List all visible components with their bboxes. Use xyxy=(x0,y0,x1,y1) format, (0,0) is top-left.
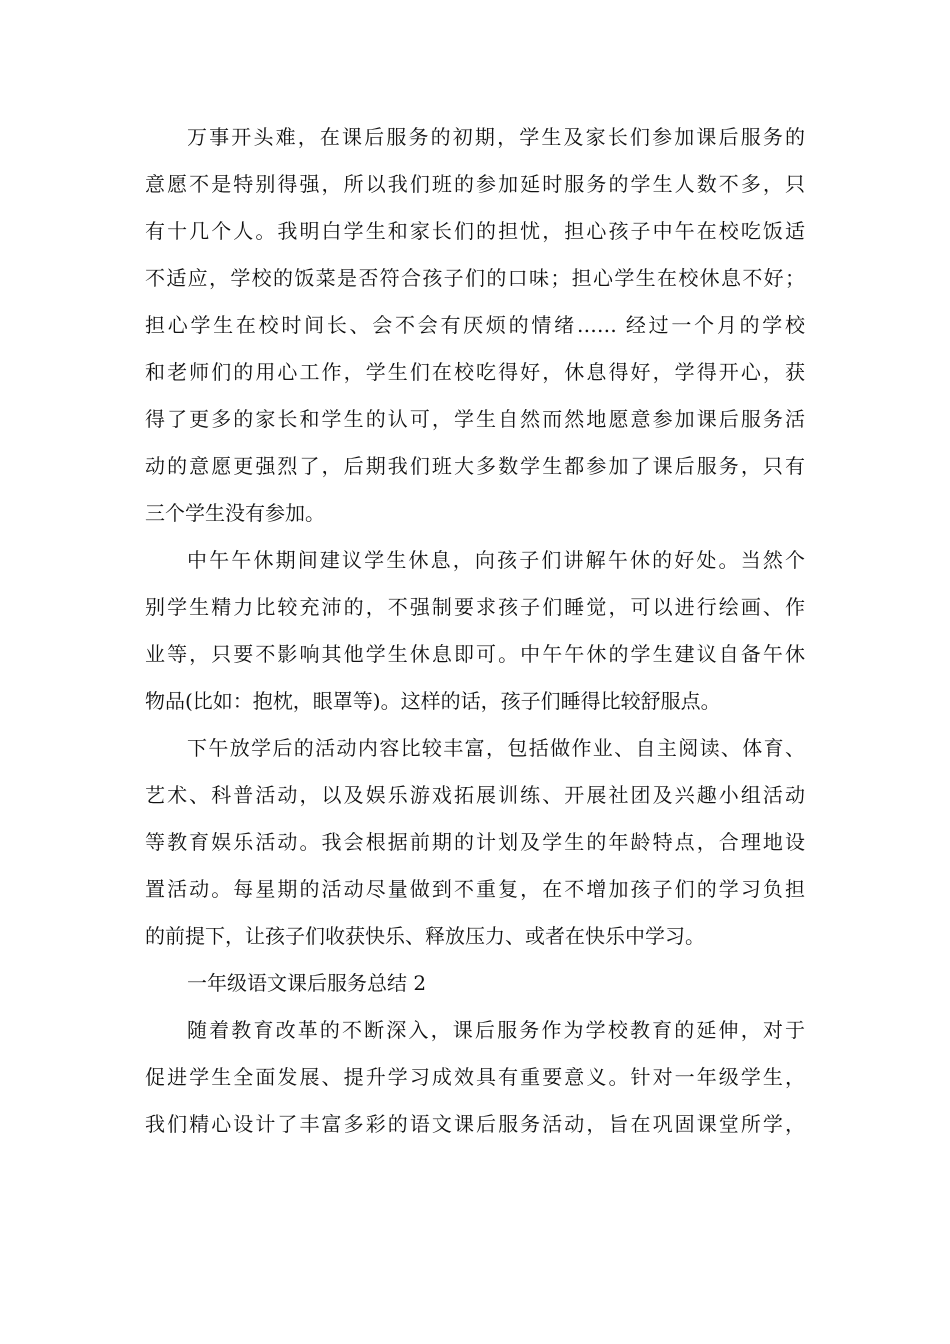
text-line: 置活动。每星期的活动尽量做到不重复，在不增加孩子们的学习负担 xyxy=(145,877,805,901)
text-line: 促进学生全面发展、提升学习成效具有重要意义。针对一年级学生， xyxy=(145,1065,805,1089)
text-line: 别学生精力比较充沛的，不强制要求孩子们睡觉，可以进行绘画、作 xyxy=(145,595,805,619)
text-line: 等教育娱乐活动。我会根据前期的计划及学生的年龄特点，合理地设 xyxy=(145,830,805,854)
text-line: 物品(比如：抱枕，眼罩等)。这样的话，孩子们睡得比较舒服点。 xyxy=(145,689,721,713)
paragraph-3 xyxy=(145,725,805,960)
text-line: 得了更多的家长和学生的认可，学生自然而然地愿意参加课后服务活 xyxy=(145,407,805,431)
heading-line: 一年级语文课后服务总结 2 xyxy=(187,971,427,995)
text-line: 意愿不是特别得强，所以我们班的参加延时服务的学生人数不多，只 xyxy=(145,172,805,196)
text-line: 随着教育改革的不断深入，课后服务作为学校教育的延伸，对于 xyxy=(187,1018,805,1042)
text-line: 动的意愿更强烈了，后期我们班大多数学生都参加了课后服务，只有 xyxy=(145,454,805,478)
paragraph-2 xyxy=(145,537,805,725)
paragraph-4 xyxy=(145,1007,805,1148)
text-line: 艺术、科普活动，以及娱乐游戏拓展训练、开展社团及兴趣小组活动 xyxy=(145,783,805,807)
text-line: 三个学生没有参加。 xyxy=(145,501,325,525)
text-line: 我们精心设计了丰富多彩的语文课后服务活动，旨在巩固课堂所学， xyxy=(145,1112,805,1136)
document-body xyxy=(145,114,805,1148)
text-line: 下午放学后的活动内容比较丰富，包括做作业、自主阅读、体育、 xyxy=(187,736,805,760)
text-line: 中午午休期间建议学生休息，向孩子们讲解午休的好处。当然个 xyxy=(187,548,805,572)
text-line: 的前提下，让孩子们收获快乐、释放压力、或者在快乐中学习。 xyxy=(145,924,705,948)
text-line: 不适应，学校的饭菜是否符合孩子们的口味；担心学生在校休息不好； xyxy=(145,266,805,290)
paragraph-1 xyxy=(145,114,805,537)
section-heading xyxy=(145,960,805,1007)
text-line: 业等，只要不影响其他学生休息即可。中午午休的学生建议自备午休 xyxy=(145,642,805,666)
text-line: 万事开头难，在课后服务的初期，学生及家长们参加课后服务的 xyxy=(187,125,805,149)
text-line: 有十几个人。我明白学生和家长们的担忧，担心孩子中午在校吃饭适 xyxy=(145,219,805,243)
text-line: 担心学生在校时间长、会不会有厌烦的情绪…… 经过一个月的学校 xyxy=(145,313,805,337)
text-line: 和老师们的用心工作，学生们在校吃得好，休息得好，学得开心，获 xyxy=(145,360,805,384)
